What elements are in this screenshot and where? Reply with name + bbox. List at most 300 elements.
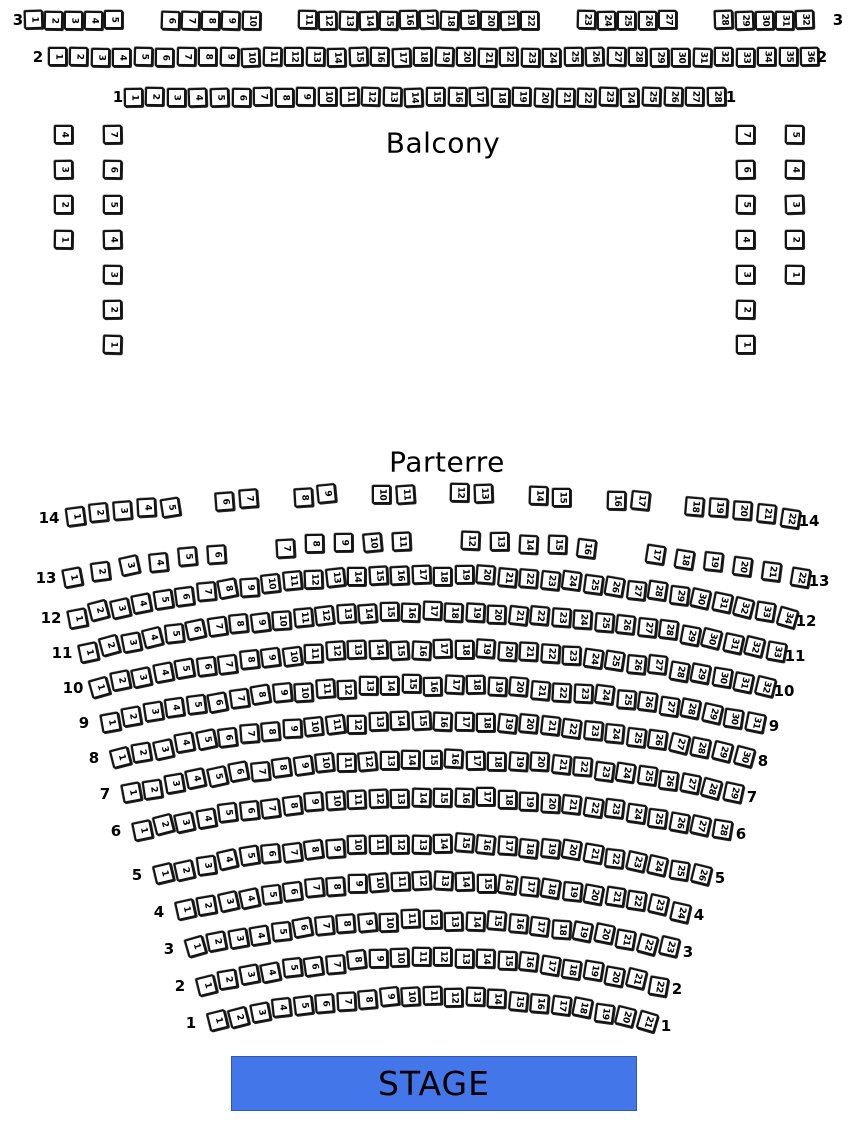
seat-parterre-3-9[interactable] bbox=[357, 912, 378, 933]
seat-parterre-8-2[interactable] bbox=[131, 741, 153, 763]
seat-parterre-7-9[interactable] bbox=[292, 755, 313, 776]
seat-parterre-7-15[interactable] bbox=[422, 750, 441, 769]
seat-parterre-2-17[interactable] bbox=[539, 954, 561, 976]
seat-parterre-9-8[interactable] bbox=[250, 683, 272, 705]
seat-parterre-1-16[interactable] bbox=[529, 994, 549, 1014]
seat-parterre-1-14[interactable] bbox=[487, 989, 507, 1009]
seat-balcony-1-12[interactable] bbox=[361, 87, 381, 107]
seat-balcony-1-10[interactable] bbox=[318, 87, 337, 106]
seat-parterre-9-6[interactable] bbox=[206, 691, 228, 713]
seat-parterre-2-21[interactable] bbox=[625, 967, 648, 990]
seat-parterre-3-13[interactable] bbox=[444, 912, 464, 932]
seat-balcony-2-17[interactable] bbox=[391, 48, 411, 68]
seat-parterre-5-7[interactable] bbox=[282, 842, 303, 863]
seat-parterre-14-14[interactable] bbox=[528, 485, 548, 505]
seat-parterre-14-3[interactable] bbox=[112, 501, 132, 521]
seat-parterre-3-23[interactable] bbox=[658, 935, 681, 958]
seat-balcony-1-13[interactable] bbox=[382, 86, 401, 105]
seat-parterre-10-15[interactable] bbox=[390, 640, 410, 660]
seat-parterre-12-22[interactable] bbox=[519, 568, 539, 588]
seat-parterre-6-22[interactable] bbox=[582, 796, 604, 818]
seat-parterre-8-24[interactable] bbox=[605, 723, 626, 744]
seat-parterre-8-18[interactable] bbox=[476, 713, 495, 732]
seat-parterre-13-12[interactable] bbox=[461, 531, 481, 551]
seat-parterre-12-28[interactable] bbox=[647, 580, 669, 602]
seat-balcony-2-35[interactable] bbox=[778, 47, 797, 66]
seat-parterre-6-18[interactable] bbox=[498, 789, 517, 808]
seat-parterre-7-6[interactable] bbox=[227, 761, 249, 783]
seat-parterre-13-4[interactable] bbox=[148, 552, 169, 573]
seat-parterre-11-19[interactable] bbox=[465, 603, 485, 623]
seat-parterre-9-10[interactable] bbox=[293, 682, 313, 702]
seat-parterre-11-12[interactable] bbox=[314, 605, 335, 626]
seat-parterre-4-8[interactable] bbox=[325, 876, 345, 896]
seat-parterre-14-17[interactable] bbox=[630, 490, 651, 511]
seat-parterre-4-13[interactable] bbox=[433, 871, 453, 891]
seat-parterre-1-4[interactable] bbox=[271, 997, 292, 1018]
seat-parterre-13-8[interactable] bbox=[305, 534, 324, 553]
seat-balcony-3-30[interactable] bbox=[755, 11, 774, 30]
seat-parterre-2-8[interactable] bbox=[346, 949, 367, 970]
seat-parterre-10-1[interactable] bbox=[87, 676, 110, 699]
seat-balcony-2-6[interactable] bbox=[155, 48, 174, 67]
seat-parterre-5-21[interactable] bbox=[582, 843, 604, 865]
seat-parterre-10-17[interactable] bbox=[433, 639, 453, 659]
seat-parterre-8-30[interactable] bbox=[732, 745, 755, 768]
seat-box-right-inner--7[interactable] bbox=[735, 124, 754, 143]
seat-balcony-1-4[interactable] bbox=[188, 88, 208, 108]
seat-balcony-2-19[interactable] bbox=[434, 46, 454, 66]
seat-parterre-11-25[interactable] bbox=[594, 612, 614, 632]
seat-parterre-6-28[interactable] bbox=[711, 818, 733, 840]
seat-box-left-inner--3[interactable] bbox=[102, 264, 121, 283]
seat-parterre-10-8[interactable] bbox=[239, 649, 260, 670]
seat-balcony-2-12[interactable] bbox=[284, 47, 303, 66]
seat-parterre-1-19[interactable] bbox=[593, 1003, 614, 1024]
seat-parterre-3-22[interactable] bbox=[636, 932, 659, 955]
seat-parterre-6-2[interactable] bbox=[152, 813, 175, 836]
seat-parterre-4-20[interactable] bbox=[583, 884, 605, 906]
seat-parterre-13-14[interactable] bbox=[518, 535, 538, 555]
seat-box-right-inner--4[interactable] bbox=[736, 230, 755, 249]
seat-parterre-10-12[interactable] bbox=[325, 641, 345, 661]
seat-parterre-3-16[interactable] bbox=[508, 913, 529, 934]
seat-parterre-10-28[interactable] bbox=[668, 660, 690, 682]
seat-parterre-6-23[interactable] bbox=[604, 798, 625, 819]
seat-parterre-11-4[interactable] bbox=[141, 626, 164, 649]
seat-parterre-9-20[interactable] bbox=[508, 676, 529, 697]
seat-balcony-2-9[interactable] bbox=[219, 46, 238, 65]
seat-parterre-7-1[interactable] bbox=[120, 782, 142, 804]
seat-balcony-3-10[interactable] bbox=[241, 11, 260, 30]
seat-parterre-10-26[interactable] bbox=[626, 654, 647, 675]
seat-parterre-7-14[interactable] bbox=[401, 750, 420, 769]
seat-parterre-11-28[interactable] bbox=[658, 619, 679, 640]
seat-parterre-4-18[interactable] bbox=[540, 878, 562, 900]
seat-parterre-10-30[interactable] bbox=[711, 666, 733, 688]
seat-parterre-7-19[interactable] bbox=[508, 751, 528, 771]
seat-balcony-2-16[interactable] bbox=[370, 47, 389, 66]
seat-parterre-9-24[interactable] bbox=[594, 684, 615, 705]
seat-parterre-9-11[interactable] bbox=[315, 679, 335, 699]
seat-box-right-inner--6[interactable] bbox=[735, 159, 754, 178]
seat-parterre-12-27[interactable] bbox=[626, 580, 647, 601]
seat-parterre-3-15[interactable] bbox=[486, 910, 507, 931]
seat-parterre-8-27[interactable] bbox=[668, 732, 691, 755]
seat-balcony-3-29[interactable] bbox=[734, 11, 754, 31]
seat-parterre-9-25[interactable] bbox=[616, 689, 636, 709]
seat-parterre-12-25[interactable] bbox=[583, 574, 604, 595]
seat-parterre-3-3[interactable] bbox=[227, 928, 249, 950]
seat-parterre-13-9[interactable] bbox=[334, 533, 353, 552]
seat-parterre-11-13[interactable] bbox=[336, 604, 356, 624]
seat-balcony-2-21[interactable] bbox=[477, 48, 496, 67]
seat-parterre-5-17[interactable] bbox=[497, 836, 517, 856]
seat-parterre-5-15[interactable] bbox=[454, 832, 474, 852]
seat-balcony-2-14[interactable] bbox=[327, 48, 346, 67]
seat-parterre-4-1[interactable] bbox=[174, 898, 197, 921]
seat-parterre-10-9[interactable] bbox=[260, 647, 281, 668]
seat-parterre-11-10[interactable] bbox=[271, 610, 291, 630]
seat-parterre-1-20[interactable] bbox=[614, 1005, 637, 1028]
seat-parterre-5-24[interactable] bbox=[647, 854, 670, 877]
seat-balcony-3-21[interactable] bbox=[500, 11, 520, 31]
seat-box-right-inner--3[interactable] bbox=[735, 264, 754, 283]
seat-parterre-9-7[interactable] bbox=[228, 688, 249, 709]
seat-balcony-2-5[interactable] bbox=[133, 47, 152, 66]
seat-parterre-9-26[interactable] bbox=[637, 691, 658, 712]
seat-parterre-1-12[interactable] bbox=[444, 987, 463, 1006]
seat-balcony-3-8[interactable] bbox=[201, 11, 220, 30]
seat-parterre-11-27[interactable] bbox=[637, 617, 658, 638]
seat-parterre-14-11[interactable] bbox=[395, 484, 415, 504]
seat-parterre-4-19[interactable] bbox=[562, 881, 583, 902]
seat-balcony-2-29[interactable] bbox=[649, 48, 668, 67]
seat-parterre-12-21[interactable] bbox=[497, 567, 518, 588]
seat-parterre-3-7[interactable] bbox=[314, 915, 335, 936]
seat-balcony-3-19[interactable] bbox=[460, 10, 479, 29]
seat-parterre-5-19[interactable] bbox=[540, 838, 561, 859]
seat-parterre-9-29[interactable] bbox=[701, 702, 724, 725]
seat-parterre-8-19[interactable] bbox=[497, 713, 518, 734]
seat-parterre-5-11[interactable] bbox=[368, 835, 387, 854]
seat-parterre-2-19[interactable] bbox=[583, 960, 605, 982]
seat-parterre-3-2[interactable] bbox=[205, 931, 227, 953]
seat-parterre-3-20[interactable] bbox=[593, 923, 615, 945]
seat-parterre-6-13[interactable] bbox=[390, 789, 409, 808]
seat-balcony-1-19[interactable] bbox=[512, 87, 531, 106]
seat-parterre-7-2[interactable] bbox=[142, 778, 164, 800]
seat-parterre-11-1[interactable] bbox=[77, 641, 100, 664]
seat-parterre-5-18[interactable] bbox=[518, 838, 539, 859]
seat-balcony-3-3[interactable] bbox=[64, 10, 83, 29]
seat-box-right-inner--5[interactable] bbox=[735, 194, 754, 213]
seat-parterre-12-8[interactable] bbox=[216, 577, 238, 599]
seat-parterre-12-1[interactable] bbox=[66, 607, 88, 629]
seat-parterre-1-3[interactable] bbox=[249, 1001, 271, 1023]
seat-balcony-3-17[interactable] bbox=[419, 10, 439, 30]
seat-parterre-10-6[interactable] bbox=[196, 656, 217, 677]
seat-box-right-outer--1[interactable] bbox=[784, 264, 803, 283]
seat-balcony-3-24[interactable] bbox=[597, 11, 616, 30]
seat-parterre-11-32[interactable] bbox=[743, 635, 766, 658]
seat-parterre-14-8[interactable] bbox=[293, 487, 313, 507]
seat-parterre-7-10[interactable] bbox=[314, 752, 335, 773]
seat-parterre-13-16[interactable] bbox=[576, 537, 597, 558]
seat-parterre-13-3[interactable] bbox=[118, 554, 141, 577]
seat-parterre-11-17[interactable] bbox=[422, 601, 442, 621]
seat-balcony-2-31[interactable] bbox=[692, 48, 712, 68]
seat-balcony-1-22[interactable] bbox=[577, 88, 596, 107]
seat-parterre-9-27[interactable] bbox=[658, 696, 680, 718]
seat-balcony-1-1[interactable] bbox=[123, 87, 142, 106]
seat-balcony-3-12[interactable] bbox=[318, 10, 337, 29]
seat-balcony-1-24[interactable] bbox=[620, 88, 639, 107]
seat-parterre-10-7[interactable] bbox=[217, 654, 238, 675]
seat-parterre-9-23[interactable] bbox=[573, 683, 593, 703]
seat-parterre-4-5[interactable] bbox=[261, 884, 282, 905]
seat-balcony-1-23[interactable] bbox=[598, 86, 617, 105]
seat-balcony-3-4[interactable] bbox=[84, 11, 103, 30]
seat-parterre-13-17[interactable] bbox=[645, 544, 667, 566]
seat-parterre-10-4[interactable] bbox=[152, 662, 174, 684]
seat-parterre-6-7[interactable] bbox=[260, 797, 281, 818]
seat-balcony-3-7[interactable] bbox=[181, 11, 201, 31]
seat-balcony-2-33[interactable] bbox=[735, 47, 754, 66]
seat-parterre-6-25[interactable] bbox=[647, 808, 668, 829]
seat-parterre-2-4[interactable] bbox=[259, 961, 281, 983]
seat-parterre-12-29[interactable] bbox=[669, 585, 690, 606]
seat-parterre-11-11[interactable] bbox=[293, 607, 314, 628]
seat-parterre-2-12[interactable] bbox=[433, 947, 452, 966]
seat-parterre-7-27[interactable] bbox=[679, 772, 701, 794]
seat-parterre-14-9[interactable] bbox=[316, 484, 337, 505]
seat-parterre-2-1[interactable] bbox=[195, 974, 218, 997]
seat-parterre-4-14[interactable] bbox=[455, 872, 475, 892]
seat-balcony-3-22[interactable] bbox=[520, 11, 539, 30]
seat-parterre-7-7[interactable] bbox=[250, 761, 271, 782]
seat-parterre-1-1[interactable] bbox=[205, 1009, 228, 1032]
seat-box-left-outer--4[interactable] bbox=[53, 124, 72, 143]
seat-balcony-1-9[interactable] bbox=[296, 87, 315, 106]
seat-parterre-5-2[interactable] bbox=[173, 859, 196, 882]
seat-parterre-12-15[interactable] bbox=[368, 565, 388, 585]
seat-parterre-11-7[interactable] bbox=[206, 616, 228, 638]
seat-balcony-3-32[interactable] bbox=[795, 9, 815, 29]
seat-parterre-12-31[interactable] bbox=[711, 591, 734, 614]
seat-parterre-2-18[interactable] bbox=[561, 959, 583, 981]
seat-balcony-1-6[interactable] bbox=[231, 88, 250, 107]
seat-balcony-2-34[interactable] bbox=[757, 47, 776, 66]
seat-parterre-10-11[interactable] bbox=[304, 643, 324, 663]
seat-parterre-14-18[interactable] bbox=[685, 496, 706, 517]
seat-box-right-outer--2[interactable] bbox=[784, 229, 803, 248]
seat-balcony-3-9[interactable] bbox=[221, 11, 241, 31]
seat-parterre-6-17[interactable] bbox=[476, 787, 495, 806]
seat-parterre-11-24[interactable] bbox=[572, 609, 592, 629]
seat-parterre-3-18[interactable] bbox=[551, 919, 571, 939]
seat-parterre-8-9[interactable] bbox=[282, 718, 302, 738]
seat-parterre-5-6[interactable] bbox=[260, 844, 281, 865]
seat-parterre-11-14[interactable] bbox=[357, 604, 377, 624]
seat-parterre-10-25[interactable] bbox=[604, 649, 626, 671]
seat-balcony-2-8[interactable] bbox=[198, 47, 217, 66]
seat-parterre-11-30[interactable] bbox=[700, 627, 723, 650]
seat-parterre-13-5[interactable] bbox=[177, 546, 198, 567]
seat-balcony-3-28[interactable] bbox=[714, 9, 734, 29]
seat-parterre-4-15[interactable] bbox=[477, 874, 496, 893]
seat-balcony-2-28[interactable] bbox=[628, 47, 647, 66]
seat-parterre-8-25[interactable] bbox=[626, 727, 647, 748]
seat-parterre-10-19[interactable] bbox=[476, 639, 496, 659]
seat-parterre-11-9[interactable] bbox=[249, 612, 270, 633]
seat-parterre-10-2[interactable] bbox=[109, 670, 131, 692]
seat-balcony-1-18[interactable] bbox=[491, 88, 510, 107]
seat-parterre-12-17[interactable] bbox=[411, 565, 431, 585]
seat-parterre-6-16[interactable] bbox=[454, 788, 474, 808]
seat-balcony-2-32[interactable] bbox=[714, 47, 733, 66]
seat-balcony-1-17[interactable] bbox=[469, 86, 489, 106]
seat-parterre-1-18[interactable] bbox=[571, 997, 593, 1019]
seat-parterre-8-21[interactable] bbox=[540, 715, 561, 736]
seat-parterre-10-5[interactable] bbox=[174, 658, 196, 680]
seat-balcony-1-3[interactable] bbox=[167, 88, 186, 107]
seat-box-right-inner--2[interactable] bbox=[735, 299, 754, 318]
seat-parterre-9-4[interactable] bbox=[164, 697, 185, 718]
seat-parterre-14-10[interactable] bbox=[372, 485, 391, 504]
seat-parterre-7-3[interactable] bbox=[163, 773, 185, 795]
seat-balcony-1-27[interactable] bbox=[685, 87, 704, 106]
seat-parterre-9-14[interactable] bbox=[380, 676, 399, 695]
seat-parterre-11-2[interactable] bbox=[98, 634, 121, 657]
seat-parterre-1-15[interactable] bbox=[508, 991, 529, 1012]
seat-balcony-3-5[interactable] bbox=[104, 10, 123, 29]
seat-balcony-2-2[interactable] bbox=[69, 47, 88, 66]
seat-parterre-14-19[interactable] bbox=[709, 498, 729, 518]
seat-parterre-9-31[interactable] bbox=[744, 711, 766, 733]
seat-parterre-6-21[interactable] bbox=[561, 794, 582, 815]
seat-parterre-9-1[interactable] bbox=[99, 711, 121, 733]
seat-parterre-14-15[interactable] bbox=[552, 488, 571, 507]
seat-balcony-2-22[interactable] bbox=[499, 47, 518, 66]
seat-parterre-7-17[interactable] bbox=[465, 751, 484, 770]
seat-parterre-13-1[interactable] bbox=[61, 566, 83, 588]
seat-parterre-1-7[interactable] bbox=[336, 991, 356, 1011]
seat-parterre-12-33[interactable] bbox=[755, 600, 777, 622]
seat-box-right-inner--1[interactable] bbox=[735, 334, 754, 353]
seat-parterre-2-22[interactable] bbox=[647, 975, 669, 997]
seat-parterre-11-31[interactable] bbox=[722, 632, 745, 655]
seat-parterre-2-15[interactable] bbox=[497, 951, 517, 971]
seat-parterre-7-12[interactable] bbox=[357, 751, 378, 772]
seat-parterre-12-3[interactable] bbox=[109, 597, 132, 620]
seat-parterre-7-4[interactable] bbox=[184, 767, 206, 789]
seat-box-left-inner--6[interactable] bbox=[102, 159, 121, 178]
seat-parterre-3-14[interactable] bbox=[465, 912, 485, 932]
seat-parterre-9-5[interactable] bbox=[185, 694, 206, 715]
seat-parterre-8-14[interactable] bbox=[390, 710, 410, 730]
seat-balcony-3-6[interactable] bbox=[161, 11, 181, 31]
seat-parterre-3-17[interactable] bbox=[529, 916, 550, 937]
seat-parterre-3-10[interactable] bbox=[379, 912, 399, 932]
seat-parterre-5-23[interactable] bbox=[625, 850, 648, 873]
seat-parterre-13-11[interactable] bbox=[391, 532, 411, 552]
seat-parterre-6-4[interactable] bbox=[195, 807, 217, 829]
seat-parterre-9-19[interactable] bbox=[487, 676, 507, 696]
seat-parterre-1-13[interactable] bbox=[465, 986, 485, 1006]
seat-parterre-8-6[interactable] bbox=[217, 727, 238, 748]
seat-parterre-10-13[interactable] bbox=[347, 640, 367, 660]
seat-parterre-4-3[interactable] bbox=[217, 890, 240, 913]
seat-parterre-6-5[interactable] bbox=[217, 802, 238, 823]
seat-parterre-3-5[interactable] bbox=[271, 921, 292, 942]
seat-box-right-outer--5[interactable] bbox=[784, 124, 803, 143]
seat-parterre-13-2[interactable] bbox=[90, 561, 111, 582]
seat-parterre-10-24[interactable] bbox=[582, 648, 603, 669]
seat-parterre-2-11[interactable] bbox=[412, 947, 431, 966]
seat-parterre-8-10[interactable] bbox=[303, 716, 324, 737]
seat-balcony-2-15[interactable] bbox=[348, 47, 368, 67]
seat-parterre-1-21[interactable] bbox=[635, 1010, 659, 1034]
seat-parterre-13-15[interactable] bbox=[548, 534, 568, 554]
seat-parterre-12-19[interactable] bbox=[455, 565, 474, 584]
seat-box-left-inner--7[interactable] bbox=[102, 124, 121, 143]
seat-parterre-6-11[interactable] bbox=[347, 790, 367, 810]
seat-parterre-7-22[interactable] bbox=[572, 756, 592, 776]
seat-box-left-inner--4[interactable] bbox=[102, 229, 121, 248]
seat-parterre-12-30[interactable] bbox=[690, 587, 713, 610]
seat-parterre-9-18[interactable] bbox=[466, 675, 485, 694]
seat-parterre-9-15[interactable] bbox=[401, 674, 420, 693]
seat-parterre-11-16[interactable] bbox=[401, 603, 421, 623]
seat-parterre-14-2[interactable] bbox=[88, 502, 109, 523]
seat-parterre-8-8[interactable] bbox=[260, 721, 281, 742]
seat-balcony-1-5[interactable] bbox=[210, 88, 230, 108]
seat-parterre-4-22[interactable] bbox=[626, 890, 648, 912]
seat-parterre-2-6[interactable] bbox=[303, 956, 325, 978]
seat-parterre-5-25[interactable] bbox=[669, 860, 691, 882]
seat-balcony-2-18[interactable] bbox=[413, 47, 432, 66]
seat-balcony-2-11[interactable] bbox=[262, 47, 281, 66]
seat-balcony-2-1[interactable] bbox=[47, 47, 66, 66]
seat-parterre-8-5[interactable] bbox=[195, 728, 218, 751]
seat-balcony-1-28[interactable] bbox=[707, 87, 726, 106]
seat-balcony-3-11[interactable] bbox=[298, 10, 317, 29]
seat-box-right-outer--4[interactable] bbox=[784, 159, 803, 178]
seat-parterre-1-10[interactable] bbox=[400, 986, 420, 1006]
seat-parterre-11-23[interactable] bbox=[551, 607, 571, 627]
seat-balcony-2-25[interactable] bbox=[563, 47, 582, 66]
seat-balcony-1-21[interactable] bbox=[555, 88, 574, 107]
seat-parterre-1-11[interactable] bbox=[422, 985, 441, 1004]
seat-parterre-10-23[interactable] bbox=[562, 646, 582, 666]
seat-parterre-10-21[interactable] bbox=[519, 641, 539, 661]
seat-parterre-11-3[interactable] bbox=[120, 632, 142, 654]
seat-parterre-5-16[interactable] bbox=[475, 834, 496, 855]
seat-parterre-12-26[interactable] bbox=[604, 576, 626, 598]
seat-parterre-4-4[interactable] bbox=[238, 887, 261, 910]
seat-parterre-4-10[interactable] bbox=[368, 872, 389, 893]
seat-balcony-2-24[interactable] bbox=[542, 48, 561, 67]
seat-parterre-14-13[interactable] bbox=[474, 483, 494, 503]
seat-parterre-6-9[interactable] bbox=[304, 791, 324, 811]
seat-parterre-10-14[interactable] bbox=[368, 639, 388, 659]
seat-balcony-1-15[interactable] bbox=[426, 87, 445, 106]
seat-balcony-1-26[interactable] bbox=[663, 87, 683, 107]
seat-parterre-1-8[interactable] bbox=[357, 989, 377, 1009]
seat-balcony-3-13[interactable] bbox=[338, 11, 358, 31]
seat-parterre-1-6[interactable] bbox=[314, 994, 334, 1014]
